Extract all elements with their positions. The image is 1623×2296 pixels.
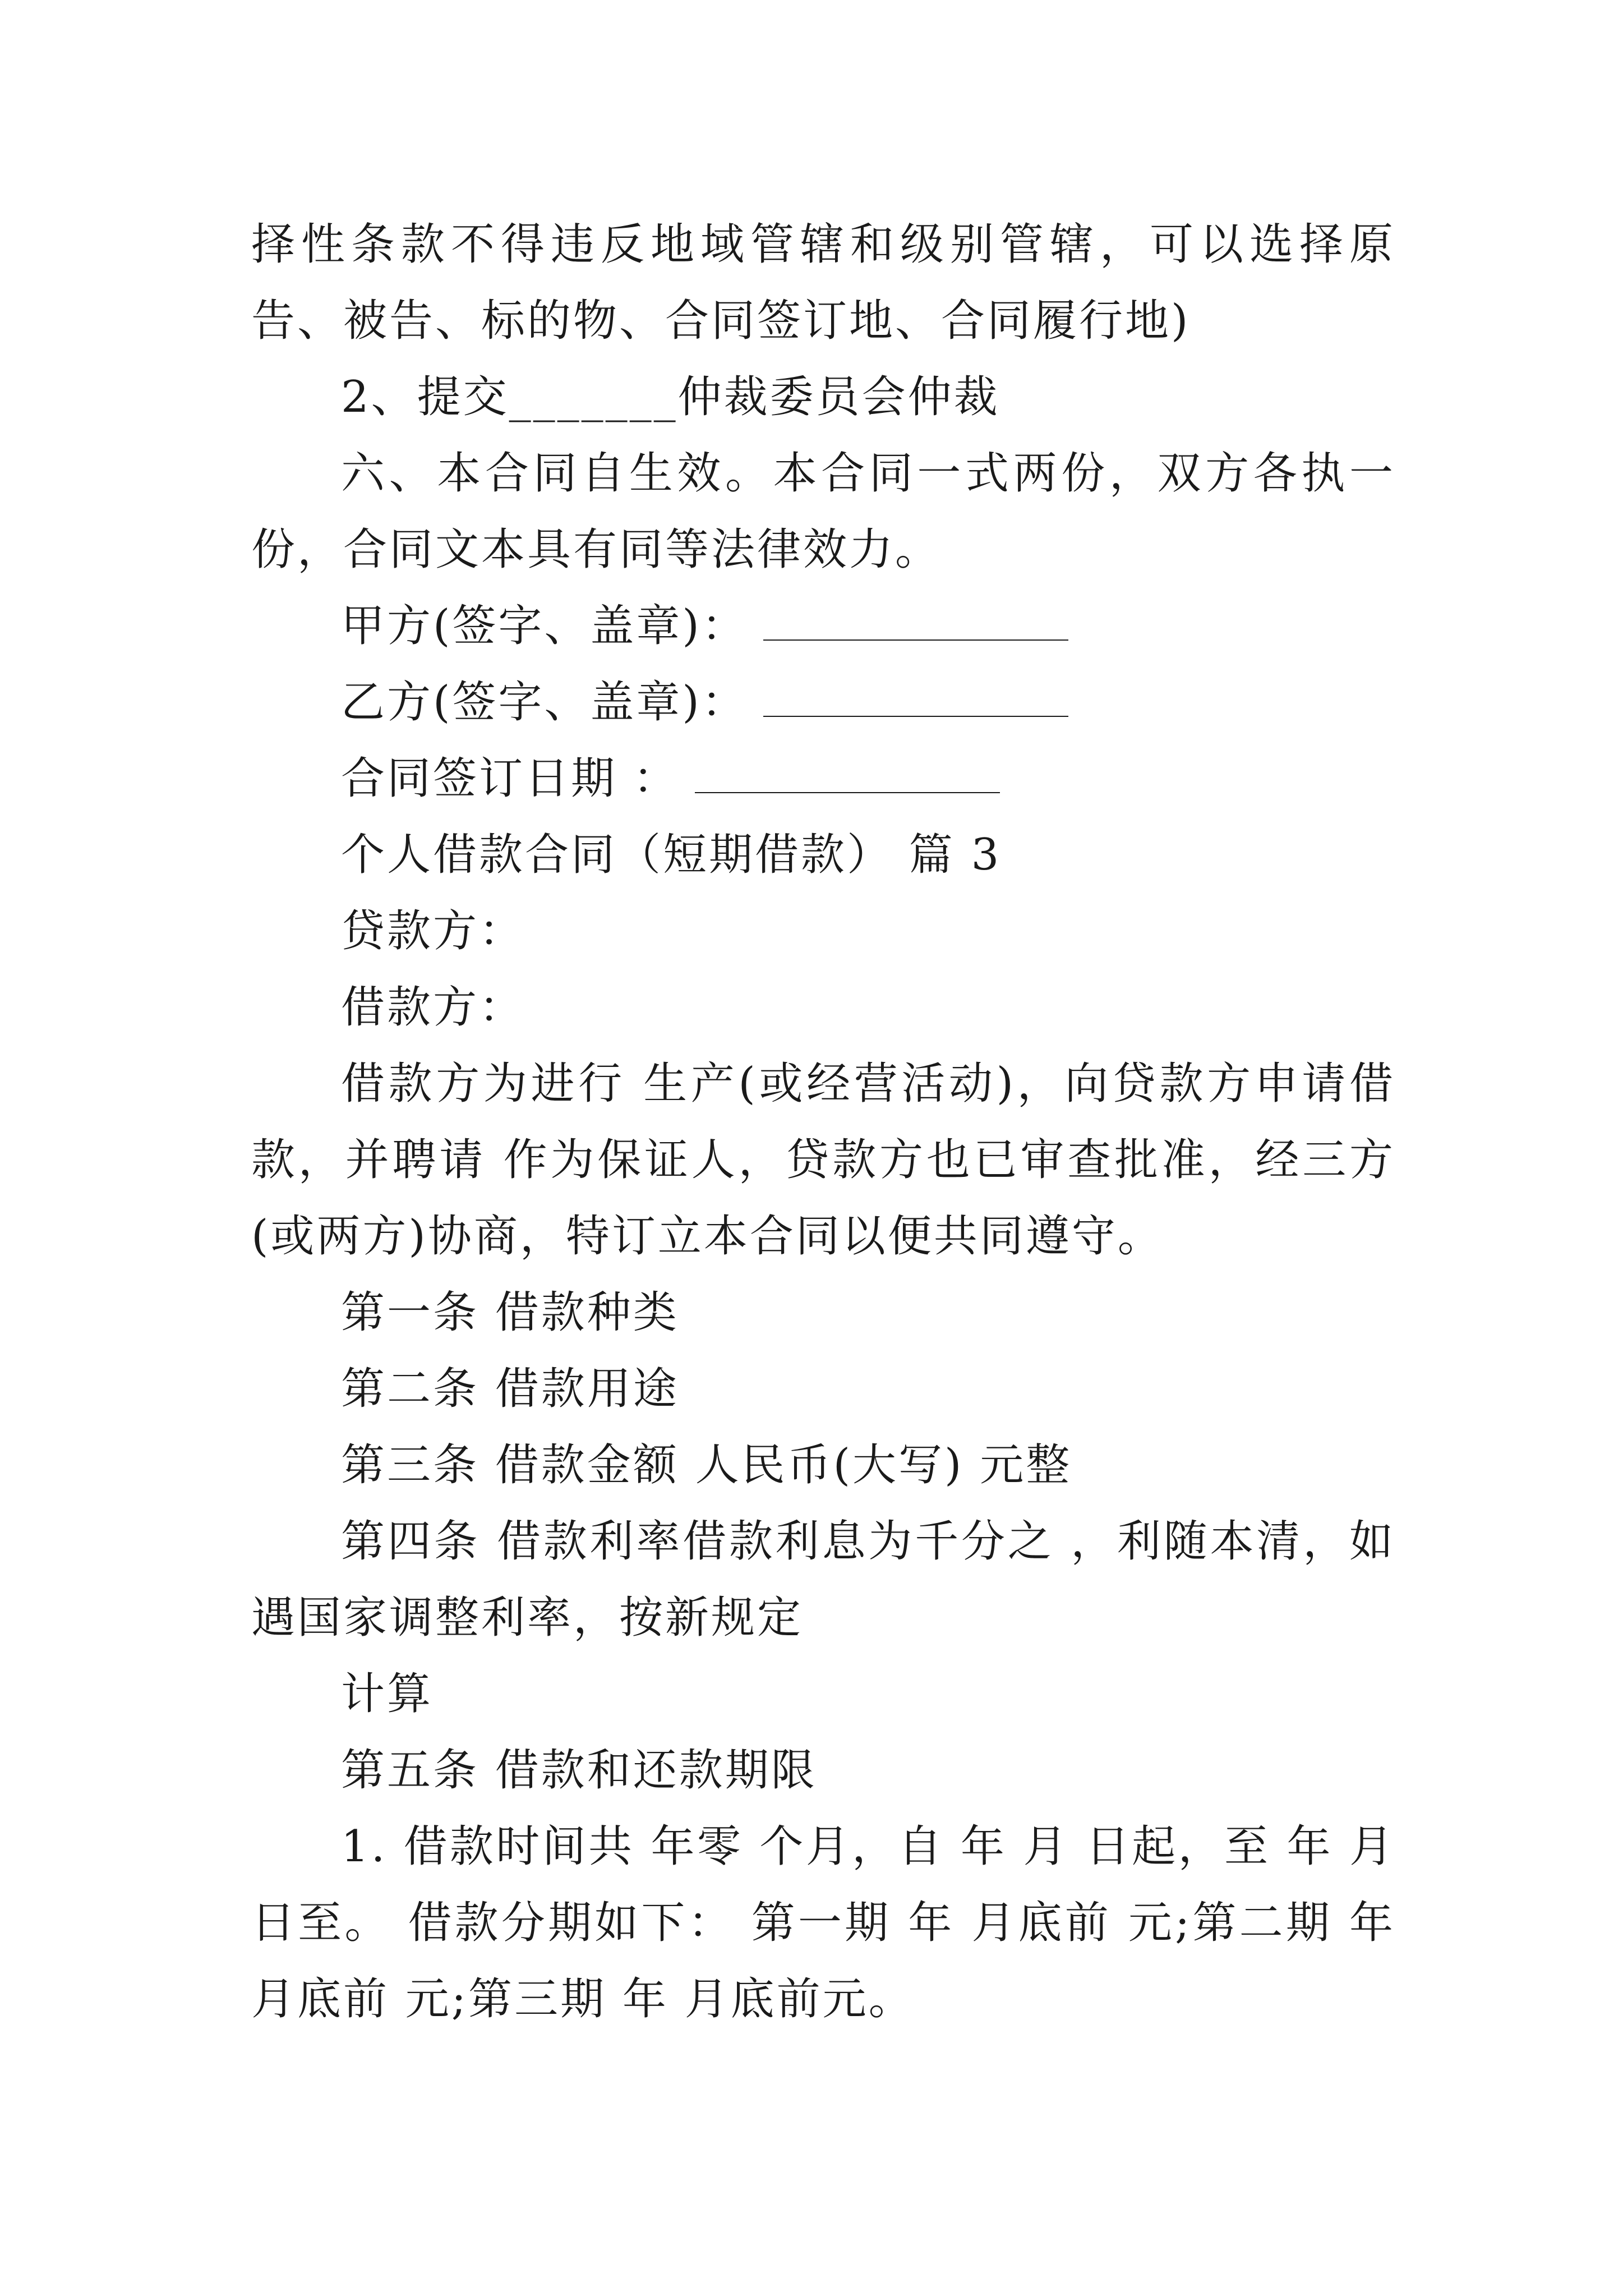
paragraph-arbitration: 2、提交_______仲裁委员会仲裁	[341, 372, 1000, 422]
article-5: 第五条 借款和还款期限	[341, 1745, 817, 1796]
document-body	[251, 206, 1395, 2037]
lender-label: 贷款方：	[341, 906, 525, 956]
article-1: 第一条 借款种类	[341, 1287, 679, 1338]
article-2: 第二条 借款用途	[341, 1364, 679, 1414]
paragraph-effectiveness: 六、本合同自生效。本合同一式两份，双方各执一份，合同文本具有同等法律效力。	[251, 448, 1395, 575]
section-title: 个人借款合同（短期借款） 篇 3	[341, 830, 1002, 880]
signature-line-date	[251, 740, 1395, 817]
signature-blank-party-b	[763, 679, 1068, 717]
signature-line-party-b	[251, 664, 1395, 740]
paragraph-loan-terms: 1. 借款时间共 年零 个月，自 年 月 日起，至 年 月日至。 借款分期如下： 第一期 年 月底前 元;第二期 年月底前 元;第三期 年 月底前元。	[251, 1821, 1395, 2024]
paragraph-intro: 借款方为进行 生产(或经营活动)，向贷款方申请借款，并聘请 作为保证人，贷款方也已审查批准，经三方(或两方)协商，特订立本合同以便共同遵守。	[251, 1059, 1395, 1262]
paragraph-jurisdiction-note: 择性条款不得违反地域管辖和级别管辖，可以选择原告、被告、标的物、合同签订地、合同履行地)	[251, 219, 1395, 346]
article-4-continued: 计算	[341, 1669, 434, 1719]
article-3: 第三条 借款金额 人民币(大写) 元整	[341, 1440, 1072, 1490]
signature-blank-date	[695, 755, 1000, 793]
signature-label-date: 合同签订日期 ：	[341, 753, 679, 804]
article-4: 第四条 借款利率借款利息为千分之 ，利随本清，如遇国家调整利率，按新规定	[251, 1516, 1395, 1643]
signature-line-party-a	[251, 588, 1395, 664]
borrower-label: 借款方：	[341, 982, 525, 1033]
signature-blank-party-a	[763, 602, 1068, 641]
signature-label-party-b: 乙方(签字、盖章)：	[341, 677, 748, 728]
signature-label-party-a: 甲方(签字、盖章)：	[341, 601, 748, 651]
